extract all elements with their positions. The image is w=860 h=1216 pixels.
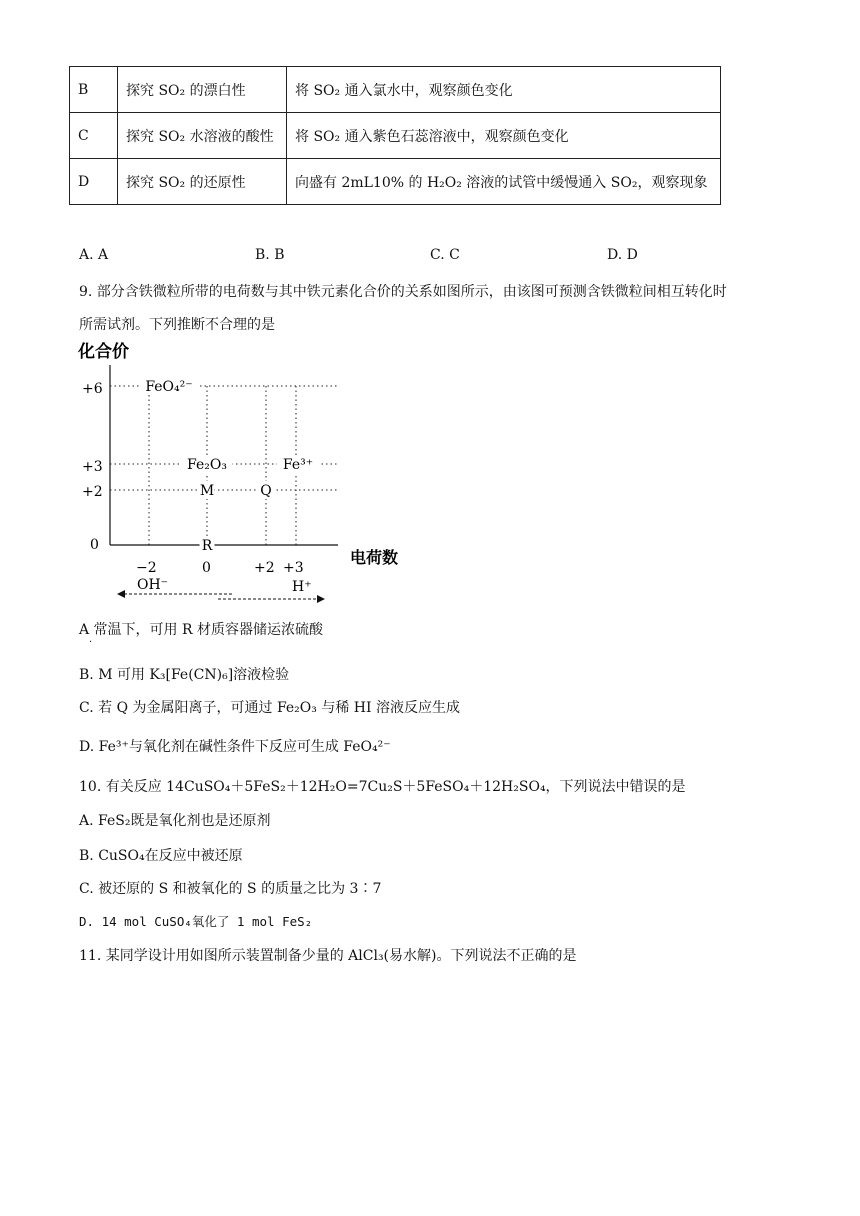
x-tick-label: +2	[254, 560, 275, 576]
h-label: H⁺	[292, 579, 312, 595]
row-method: 将 SO₂ 通入氯水中，观察颜色变化	[287, 67, 721, 113]
y-tick-label: +2	[82, 484, 103, 500]
x-tick-label: +3	[283, 560, 304, 576]
oh-label: OH⁻	[137, 577, 169, 593]
q8-option-d: D. D	[607, 247, 638, 263]
q9-option-c: C. 若 Q 为金属阳离子，可通过 Fe₂O₃ 与稀 HI 溶液反应生成	[79, 700, 460, 716]
x-tick-label: 0	[202, 560, 211, 576]
q9-option-b: B. M 可用 K₃[Fe(CN)₆]溶液检验	[79, 667, 290, 683]
y-tick-label: 0	[90, 537, 99, 553]
q10-option-d: D. 14 mol CuSO₄氧化了 1 mol FeS₂	[79, 914, 313, 929]
q10-stem: 10. 有关反应 14CuSO₄＋5FeS₂＋12H₂O=7Cu₂S＋5FeSO₄＋12H₂SO₄，下列说法中错误的是	[79, 779, 686, 795]
table-row	[70, 159, 721, 205]
dot-mark: ·	[89, 637, 93, 648]
q8-option-b: B. B	[255, 247, 285, 263]
row-purpose: 探究 SO₂ 水溶液的酸性	[118, 113, 287, 159]
q10-option-a: A. FeS₂既是氧化剂也是还原剂	[79, 813, 271, 829]
row-method: 将 SO₂ 通入紫色石蕊溶液中，观察颜色变化	[287, 113, 721, 159]
row-label: D	[70, 159, 118, 205]
table-row	[70, 67, 721, 113]
point-label: Q	[260, 483, 272, 499]
row-label: B	[70, 67, 118, 113]
point-label: Fe₂O₃	[187, 457, 227, 473]
point-label: FeO₄²⁻	[145, 379, 193, 395]
row-purpose: 探究 SO₂ 的漂白性	[118, 67, 287, 113]
q11-stem: 11. 某同学设计用如图所示装置制备少量的 AlCl₃(易水解)。下列说法不正确的是	[79, 948, 577, 964]
q9-option-d: D. Fe³⁺与氧化剂在碱性条件下反应可生成 FeO₄²⁻	[79, 739, 391, 755]
q10-option-b: B. CuSO₄在反应中被还原	[79, 848, 243, 864]
point-label: M	[199, 483, 215, 499]
q9-stem-line1: 9. 部分含铁微粒所带的电荷数与其中铁元素化合价的关系如图所示，由该图可预测含铁微粒间相互转化时	[79, 284, 727, 300]
row-purpose: 探究 SO₂ 的还原性	[118, 159, 287, 205]
row-label: C	[70, 113, 118, 159]
q9-option-a: A 常温下，可用 R 材质容器储运浓硫酸	[79, 622, 324, 638]
q8-option-c: C. C	[430, 247, 460, 263]
y-axis-label: 化合价	[78, 342, 129, 362]
row-method: 向盛有 2mL10% 的 H₂O₂ 溶液的试管中缓慢通入 SO₂，观察现象	[287, 159, 721, 205]
q10-option-c: C. 被还原的 S 和被氧化的 S 的质量之比为 3∶7	[79, 881, 382, 897]
point-label: Fe³⁺	[282, 457, 314, 473]
x-tick-label: −2	[136, 560, 157, 576]
table-row	[70, 113, 721, 159]
iron-valence-chart	[70, 335, 420, 610]
y-tick-label: +3	[82, 459, 103, 475]
x-axis-label: 电荷数	[350, 548, 399, 567]
y-tick-label: +6	[82, 381, 103, 397]
experiment-table	[69, 66, 721, 205]
point-label: R	[201, 538, 213, 554]
q8-option-a: A. A	[79, 247, 109, 263]
q9-stem-line2: 所需试剂。下列推断不合理的是	[79, 317, 275, 333]
